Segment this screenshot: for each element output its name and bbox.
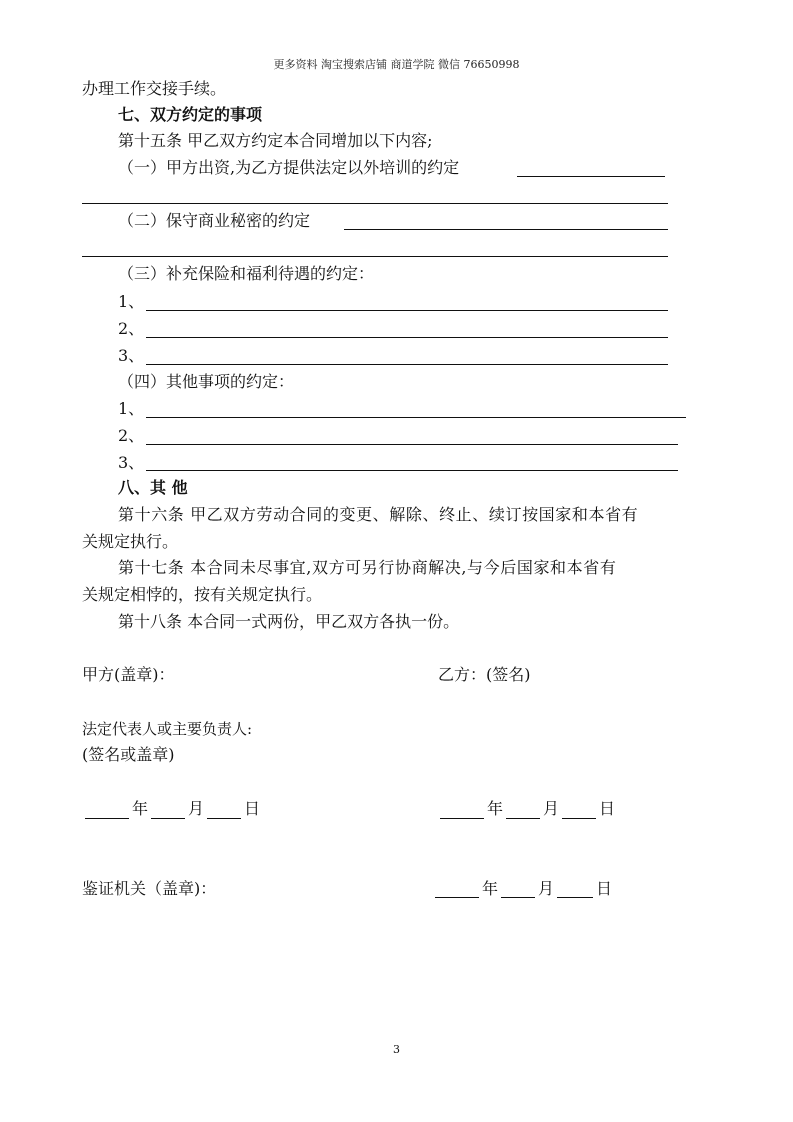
party-a-day-blank[interactable] bbox=[207, 818, 241, 819]
item-3-blank-3[interactable] bbox=[146, 364, 668, 365]
item-3-label: （三）补充保险和福利待遇的约定： bbox=[118, 264, 375, 283]
item-3-num-2: 2、 bbox=[118, 319, 145, 338]
sign-or-seal-label: (签名或盖章) bbox=[82, 745, 175, 764]
continuation-text: 办理工作交接手续。 bbox=[82, 79, 227, 98]
party-a-year-label: 年 bbox=[132, 799, 149, 818]
party-a-month-label: 月 bbox=[188, 799, 205, 818]
party-a-year-blank[interactable] bbox=[85, 818, 129, 819]
article-16-line2: 关规定执行。 bbox=[82, 532, 179, 551]
section7-heading: 七、双方约定的事项 bbox=[118, 105, 263, 124]
page-header: 更多资料 淘宝搜索店铺 商道学院 微信 76650998 bbox=[273, 58, 520, 71]
article-15: 第十五条 甲乙双方约定本合同增加以下内容; bbox=[118, 131, 433, 150]
page-number: 3 bbox=[393, 1043, 400, 1056]
item-3-blank-2[interactable] bbox=[146, 337, 668, 338]
item-1-label: （一）甲方出资,为乙方提供法定以外培训的约定 bbox=[118, 158, 460, 177]
item-3-blank-1[interactable] bbox=[146, 310, 668, 311]
item-4-num-1: 1、 bbox=[118, 399, 145, 418]
item-4-num-2: 2、 bbox=[118, 426, 145, 445]
authority-day-label: 日 bbox=[596, 879, 613, 898]
party-b-month-blank[interactable] bbox=[506, 818, 540, 819]
party-b-year-blank[interactable] bbox=[440, 818, 484, 819]
authority-seal-label: 鉴证机关（盖章)： bbox=[82, 879, 217, 898]
party-b-month-label: 月 bbox=[543, 799, 560, 818]
authority-day-blank[interactable] bbox=[557, 897, 593, 898]
item-2-blank-cont[interactable] bbox=[82, 256, 668, 257]
item-4-blank-3[interactable] bbox=[146, 470, 678, 471]
party-a-month-blank[interactable] bbox=[151, 818, 185, 819]
authority-month-blank[interactable] bbox=[501, 897, 535, 898]
item-2-label: （二）保守商业秘密的约定 bbox=[118, 211, 311, 230]
article-18: 第十八条 本合同一式两份，甲乙双方各执一份。 bbox=[118, 612, 460, 631]
item-1-blank[interactable] bbox=[517, 176, 665, 177]
item-4-blank-2[interactable] bbox=[146, 444, 678, 445]
party-a-seal-label: 甲方(盖章)： bbox=[82, 665, 175, 684]
article-16-line1: 第十六条 甲乙双方劳动合同的变更、解除、终止、续订按国家和本省有 bbox=[118, 505, 639, 524]
item-4-blank-1[interactable] bbox=[146, 417, 686, 418]
authority-year-blank[interactable] bbox=[435, 897, 479, 898]
item-4-num-3: 3、 bbox=[118, 453, 145, 472]
party-b-sign-label: 乙方：(签名) bbox=[438, 665, 531, 684]
item-2-blank[interactable] bbox=[344, 229, 668, 230]
party-b-day-label: 日 bbox=[599, 799, 616, 818]
party-a-day-label: 日 bbox=[244, 799, 261, 818]
party-b-year-label: 年 bbox=[487, 799, 504, 818]
item-3-num-3: 3、 bbox=[118, 346, 145, 365]
item-1-blank-cont[interactable] bbox=[82, 203, 668, 204]
legal-representative-label: 法定代表人或主要负责人: bbox=[82, 720, 253, 738]
authority-month-label: 月 bbox=[538, 879, 555, 898]
authority-year-label: 年 bbox=[482, 879, 499, 898]
article-17-line1: 第十七条 本合同未尽事宜,双方可另行协商解决,与今后国家和本省有 bbox=[118, 558, 617, 577]
section8-heading: 八、其 他 bbox=[118, 478, 188, 497]
party-b-day-blank[interactable] bbox=[562, 818, 596, 819]
item-3-num-1: 1、 bbox=[118, 292, 145, 311]
item-4-label: （四）其他事项的约定： bbox=[118, 372, 295, 391]
article-17-line2: 关规定相悖的，按有关规定执行。 bbox=[82, 585, 323, 604]
